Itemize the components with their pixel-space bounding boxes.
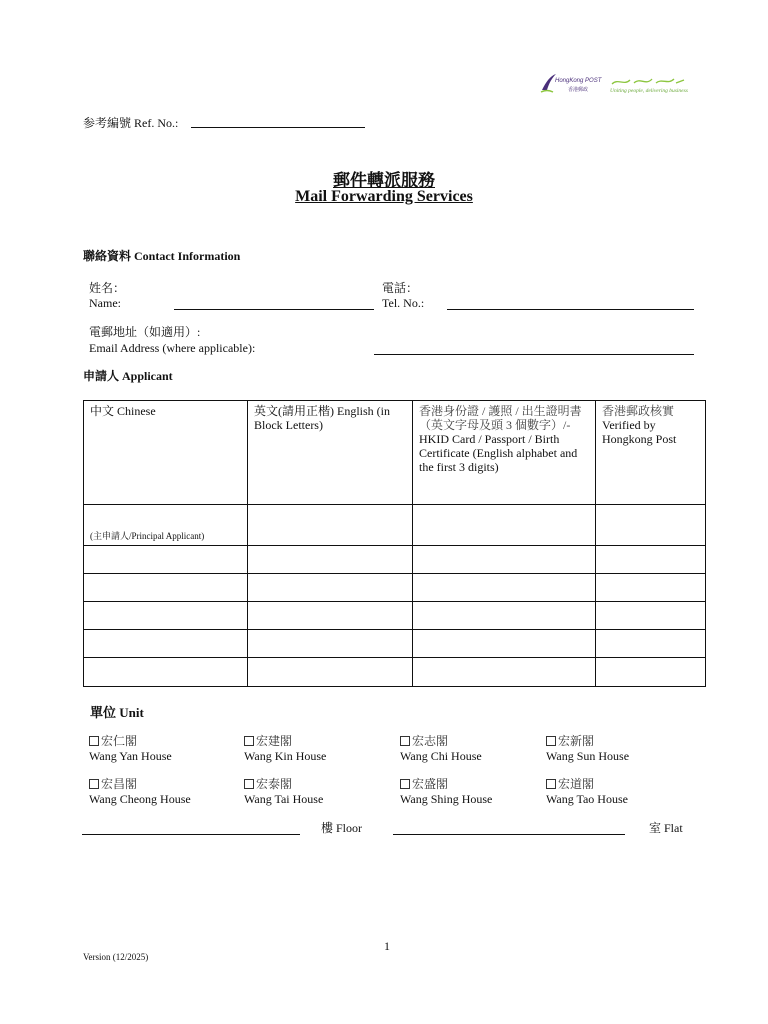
table-cell[interactable] xyxy=(596,630,706,658)
checkbox[interactable] xyxy=(244,736,254,746)
table-row xyxy=(84,546,706,574)
house-wang-cheong[interactable]: 宏昌閣 Wang Cheong House xyxy=(89,777,191,806)
tel-label-en: Tel. No.: xyxy=(382,296,425,310)
table-cell[interactable] xyxy=(248,630,413,658)
table-cell[interactable] xyxy=(84,574,248,602)
header-verified: 香港郵政核實 Verified by Hongkong Post xyxy=(596,401,706,505)
checkbox[interactable] xyxy=(89,736,99,746)
checkbox[interactable] xyxy=(546,736,556,746)
email-field[interactable] xyxy=(374,354,694,355)
version-label: Version (12/2025) xyxy=(83,952,149,962)
floor-label: 樓 Floor xyxy=(321,821,363,835)
table-cell[interactable] xyxy=(413,658,596,687)
name-label-en: Name: xyxy=(89,296,121,310)
page-number: 1 xyxy=(384,939,390,953)
logo-text-zh: 香港郵政 xyxy=(568,87,589,93)
table-cell[interactable] xyxy=(413,602,596,630)
checkbox[interactable] xyxy=(546,779,556,789)
table-cell[interactable] xyxy=(84,658,248,687)
unit-heading: 單位 Unit xyxy=(90,705,144,720)
table-cell[interactable] xyxy=(248,658,413,687)
contact-heading: 聯絡資料 Contact Information xyxy=(83,249,241,263)
email-label-en: Email Address (where applicable): xyxy=(89,341,256,355)
table-cell[interactable] xyxy=(413,546,596,574)
slogan-calligraphy-icon xyxy=(610,74,686,88)
header-id: 香港身份證 / 護照 / 出生證明書（英文字母及頭 3 個數字）/- HKID Card / Passport / Birth Certificate (English alphabet and the first 3 digits) xyxy=(413,401,596,505)
floor-field[interactable] xyxy=(82,834,300,835)
header-english: 英文(請用正楷) English (in Block Letters) xyxy=(248,401,413,505)
table-cell[interactable] xyxy=(413,505,596,546)
table-cell[interactable] xyxy=(413,630,596,658)
ref-no-label: 参考編號 Ref. No.: xyxy=(83,116,179,130)
header-chinese: 中文 Chinese xyxy=(84,401,248,505)
table-cell[interactable] xyxy=(248,505,413,546)
table-cell[interactable] xyxy=(596,546,706,574)
principal-chinese-cell[interactable]: (主申請人/Principal Applicant) xyxy=(84,505,248,546)
ref-no-field[interactable] xyxy=(191,127,365,128)
title-chinese: 郵件轉派服務 xyxy=(333,171,435,190)
table-cell[interactable] xyxy=(596,658,706,687)
checkbox[interactable] xyxy=(400,736,410,746)
table-row xyxy=(84,602,706,630)
table-cell[interactable] xyxy=(84,630,248,658)
table-row xyxy=(84,630,706,658)
name-label-zh: 姓名： xyxy=(89,281,126,295)
table-cell[interactable] xyxy=(413,574,596,602)
house-wang-tai[interactable]: 宏泰閣 Wang Tai House xyxy=(244,777,324,806)
applicant-heading: 申請人 Applicant xyxy=(83,369,173,383)
tel-label-zh: 電話： xyxy=(382,281,419,295)
house-wang-tao[interactable]: 宏道閣 Wang Tao House xyxy=(546,777,628,806)
logo-slogan: Uniting people, delivering business xyxy=(610,88,688,94)
slogan-logo xyxy=(608,72,688,100)
table-cell[interactable] xyxy=(248,574,413,602)
applicant-table xyxy=(83,400,706,687)
house-wang-chi[interactable]: 宏志閣 Wang Chi House xyxy=(400,734,482,763)
house-wang-sun[interactable]: 宏新閣 Wang Sun House xyxy=(546,734,630,763)
logo-text: HongKong POST xyxy=(555,78,602,84)
house-wang-yan[interactable]: 宏仁閣 Wang Yan House xyxy=(89,734,172,763)
hongkongpost-logo xyxy=(540,72,600,98)
table-cell[interactable] xyxy=(84,546,248,574)
table-row xyxy=(84,574,706,602)
table-cell[interactable] xyxy=(248,602,413,630)
table-row xyxy=(84,505,706,546)
table-cell[interactable] xyxy=(596,574,706,602)
title-english: Mail Forwarding Services xyxy=(295,188,473,205)
flat-label: 室 Flat xyxy=(649,821,683,835)
checkbox[interactable] xyxy=(400,779,410,789)
email-label-zh: 電郵地址（如適用）: xyxy=(89,325,201,339)
table-cell[interactable] xyxy=(596,602,706,630)
house-wang-shing[interactable]: 宏盛閣 Wang Shing House xyxy=(400,777,493,806)
flat-field[interactable] xyxy=(393,834,625,835)
table-cell[interactable] xyxy=(84,602,248,630)
table-cell[interactable] xyxy=(248,546,413,574)
name-field[interactable] xyxy=(174,309,374,310)
checkbox[interactable] xyxy=(89,779,99,789)
checkbox[interactable] xyxy=(244,779,254,789)
table-row xyxy=(84,658,706,687)
tel-field[interactable] xyxy=(447,309,694,310)
house-wang-kin[interactable]: 宏建閣 Wang Kin House xyxy=(244,734,327,763)
table-cell[interactable] xyxy=(596,505,706,546)
